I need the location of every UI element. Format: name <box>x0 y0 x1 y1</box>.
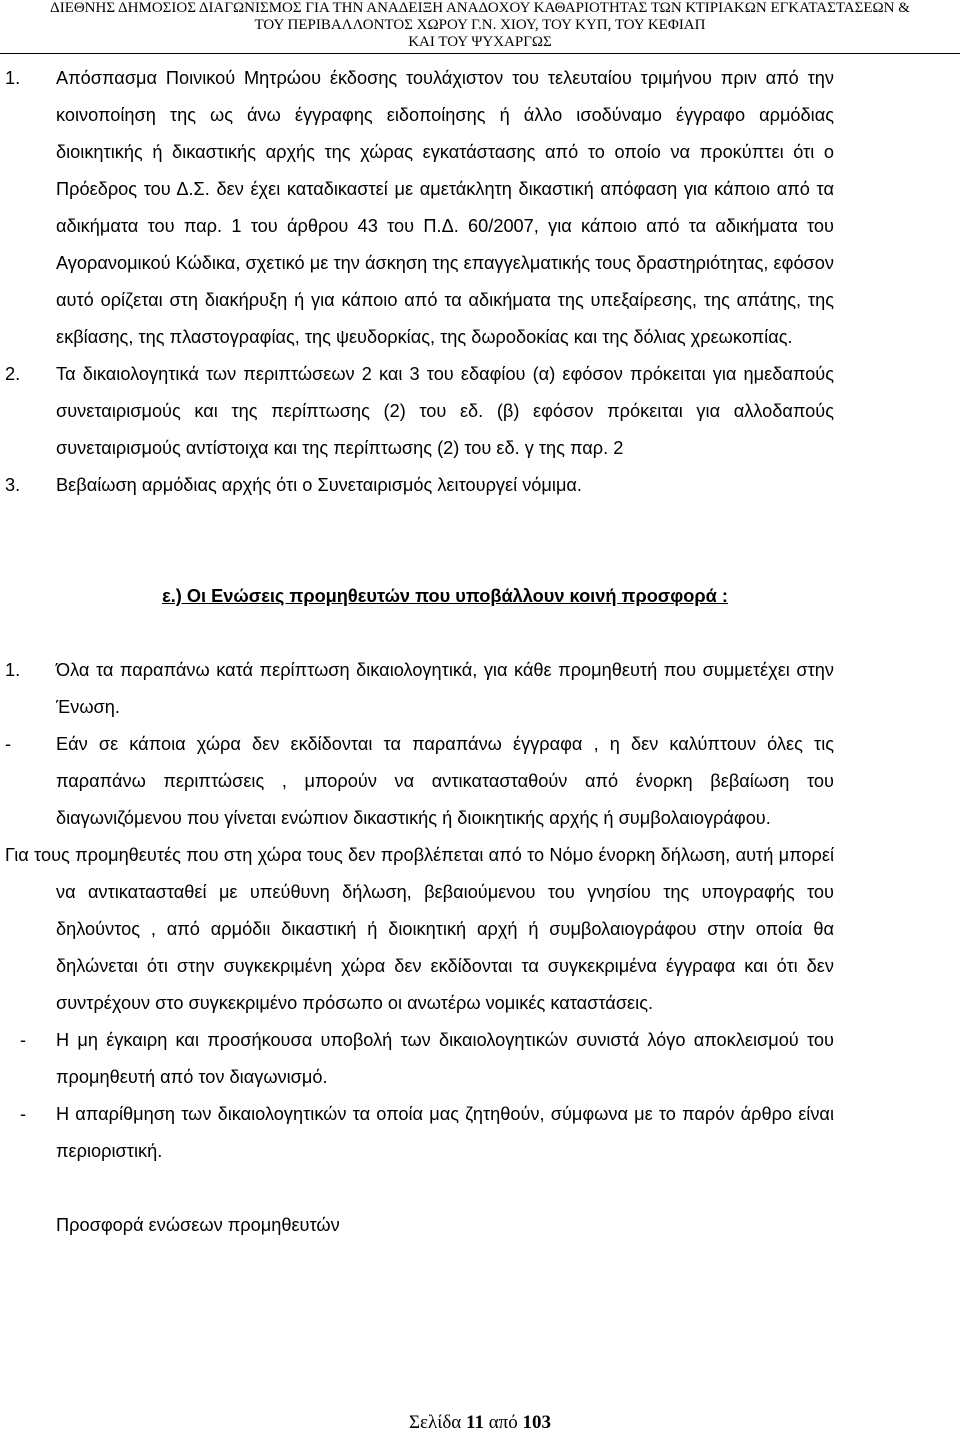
item-text: Τα δικαιολογητικά των περιπτώσεων 2 και 3 του εδαφίου (α) εφόσον πρόκειται για ημεδαπούς συνεταιρισμούς και της περίπτωσης (2) του εδ. (β) εφόσον πρόκειται για αλλοδαπούς συνεταιρισμούς αντίστοιχα και της περίπτωσης (2) του εδ. γ της παρ. 2 <box>56 364 834 458</box>
item-text: Όλα τα παραπάνω κατά περίπτωση δικαιολογητικά, για κάθε προμηθευτή που συμμετέχει στην Ένωση. <box>56 660 834 717</box>
footer-current-page: 11 <box>466 1412 484 1433</box>
spacer <box>0 1170 960 1207</box>
document-body <box>0 60 960 1244</box>
footer-total-pages: 103 <box>522 1412 552 1433</box>
final-dash-item-1 <box>0 1022 960 1096</box>
page-footer <box>0 1412 960 1434</box>
numbered-item-3 <box>0 467 960 504</box>
item-text: Βεβαίωση αρμόδιας αρχής ότι ο Συνεταιρισμός λειτουργεί νόμιμα. <box>56 475 582 495</box>
header-rule <box>0 53 960 54</box>
item-text: Απόσπασμα Ποινικού Μητρώου έκδοσης τουλάχιστον του τελευταίου τριμήνου πριν από την κοινοποίηση της ως άνω έγγραφης ειδοποίησης ή άλλο ισοδύναμο έγγραφο αρμόδιας διοικητικής ή δικαστικής αρχής της χώρας εγκατάστασης από το οποίο να προκύπτει ότι ο Πρόεδρος του Δ.Σ. δεν έχει καταδικαστεί με αμετάκλητη δικαστική απόφαση για κάποιο από τα αδικήματα του παρ. 1 του άρθρου 43 του Π.Δ. 60/2007, για κάποιο από τα αδικήματα του Αγορανομικού Κώδικα, σχετικό με την άσκηση της επαγγελματικής τους δραστηριότητας, εφόσον αυτό ορίζεται στη διακήρυξη ή για κάποιο από τα αδικήματα της υπεξαίρεσης, της απάτης, της εκβίασης, της πλαστογραφίας, της ψευδορκίας, της δωροδοκίας και της δόλιας χρεωκοπίας. <box>56 68 834 347</box>
item-marker: - <box>20 1030 27 1050</box>
spacer <box>0 504 960 578</box>
item-marker: - <box>5 734 12 754</box>
numbered-item-2 <box>0 356 960 467</box>
page-header <box>0 0 960 51</box>
item-marker: - <box>20 1104 27 1124</box>
header-line-3: ΚΑΙ ΤΟΥ ΨΥΧΑΡΓΩΣ <box>408 34 552 50</box>
item-marker: 2. <box>5 364 21 384</box>
item-marker: 1. <box>5 660 21 680</box>
final-dash-item-2 <box>0 1096 960 1170</box>
footer-label: Σελίδα <box>408 1412 462 1433</box>
section-numbered-item-1 <box>0 652 960 726</box>
header-line-1: ΔΙΕΘΝΗΣ ΔΗΜΟΣΙΟΣ ΔΙΑΓΩΝΙΣΜΟΣ ΓΙΑ ΤΗΝ ΑΝΑΔΕΙΞΗ ΑΝΑΔΟΧΟΥ ΚΑΘΑΡΙΟΤΗΤΑΣ ΤΩΝ ΚΤΙΡΙΑΚΩΝ ΕΓΚΑΤΑΣΤΑΣΕΩΝ & <box>50 0 910 16</box>
item-text: Εάν σε κάποια χώρα δεν εκδίδονται τα παραπάνω έγγραφα , η δεν καλύπτουν όλες τις παραπάνω περιπτώσεις , μπορούν να αντικατασταθούν από ένορκη βεβαίωση του διαγωνιζόμενου που γίνεται ενώπιον δικαστικής ή διοικητικής αρχής ή συμβολαιογράφου. <box>56 734 834 828</box>
item-text: Η μη έγκαιρη και προσήκουσα υποβολή των δικαιολογητικών συνιστά λόγο αποκλεισμού του προμηθευτή από τον διαγωνισμό. <box>56 1030 834 1087</box>
section-dash-item-1 <box>0 726 960 837</box>
header-line-2: ΤΟΥ ΠΕΡΙΒΑΛΛΟΝΤΟΣ ΧΩΡΟΥ Γ.Ν. ΧΙΟΥ, ΤΟΥ ΚΥΠ, ΤΟΥ ΚΕΦΙΑΠ <box>254 17 706 33</box>
item-text: Η απαρίθμηση των δικαιολογητικών τα οποία μας ζητηθούν, σύμφωνα με το παρόν άρθρο είναι περιοριστική. <box>56 1104 834 1161</box>
numbered-item-1 <box>0 60 960 356</box>
spacer <box>0 615 960 652</box>
closing-heading: Προσφορά ενώσεων προμηθευτών <box>56 1215 340 1235</box>
item-marker: 3. <box>5 475 21 495</box>
footer-of: από <box>488 1412 518 1433</box>
section-title: ε.) Οι Ενώσεις προμηθευτών που υποβάλλουν κοινή προσφορά : <box>162 586 728 606</box>
note-paragraph: Για τους προμηθευτές που στη χώρα τους δεν προβλέπεται από το Νόμο ένορκη δήλωση, αυτή μπορεί να αντικατασταθεί με υπεύθυνη δήλωση, βεβαιούμενου του γνησίου της υπογραφής του δηλούντος , από αρμόδιι δικαστική ή διοικητική αρχή ή συμβολαιογράφου στην οποία θα δηλώνεται ότι στην συγκεκριμένη χώρα δεν εκδίδονται τα συγκεκριμένα έγγραφα και ότι δεν συντρέχουν στο συγκεκριμένο πρόσωπο οι ανωτέρω νομικές καταστάσεις. <box>5 845 834 1013</box>
item-marker: 1. <box>5 68 21 88</box>
